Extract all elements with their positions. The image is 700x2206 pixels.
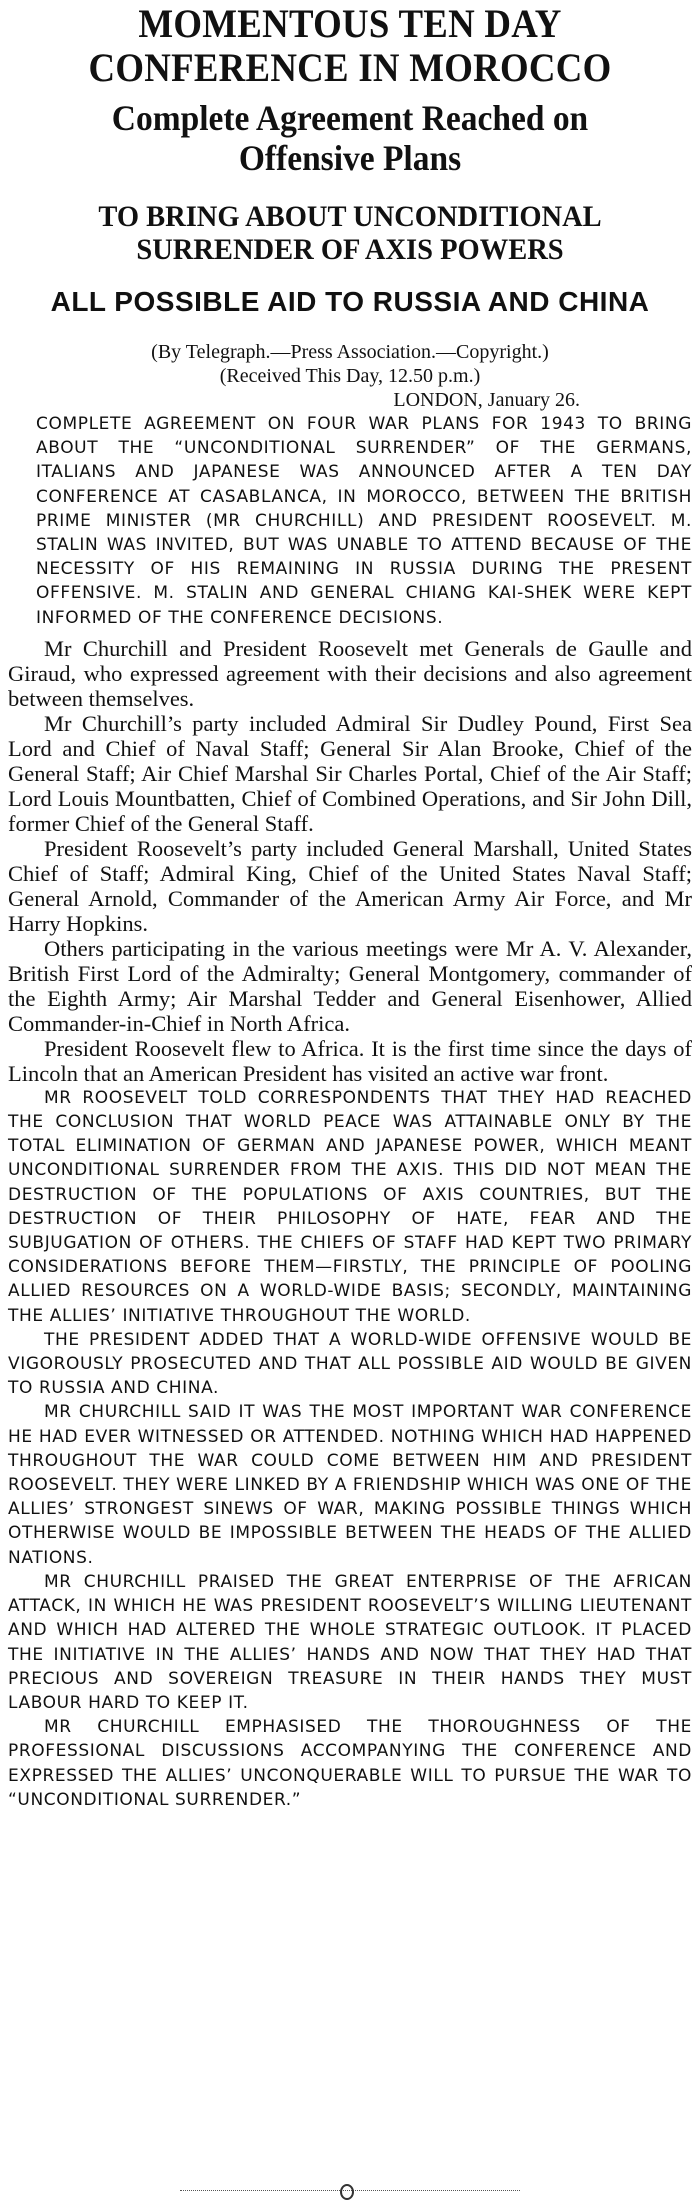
dateline: LONDON, January 26.	[393, 389, 580, 411]
paragraph-de-gaulle: Mr Churchill and President Roosevelt met Generals de Gaulle and Giraud, who expressed agreement with their decisions and also agreement between themselves.	[8, 635, 692, 711]
paragraph-world-offensive: THE PRESIDENT ADDED THAT A WORLD-WIDE OFFENSIVE WOULD BE VIGOROUSLY PROSECUTED AND THAT ALL POSSIBLE AID WOULD BE GIVEN TO RUSSIA AND CHINA.	[8, 1329, 692, 1399]
headline-sub-agreement: Complete Agreement Reached on Offensive Plans	[111, 98, 589, 178]
paragraph-churchill-conference: MR CHURCHILL SAID IT WAS THE MOST IMPORTANT WAR CONFERENCE HE HAD EVER WITNESSED OR ATTENDED. NOTHING WHICH HAD HAPPENED THROUGHOUT THE WAR COULD COME BETWEEN HIM AND PRESIDENT ROOSEVELT. THEY WERE LINKED BY A FRIENDSHIP WHICH WAS ONE OF THE ALLIES’ STRONGEST SINEWS OF WAR, MAKING POSSIBLE THINGS WHICH OTHERWISE WOULD BE IMPOSSIBLE BETWEEN THE HEADS OF THE ALLIED NATIONS.	[8, 1402, 693, 1568]
paragraph-unconditional-surrender: MR CHURCHILL EMPHASISED THE THOROUGHNESS OF THE PROFESSIONAL DISCUSSIONS ACCOMPANYING THE CONFERENCE AND EXPRESSED THE ALLIES’ UNCONQUERABLE WILL TO PURSUE THE WAR TO “UNCONDITIONAL SURRENDER.”	[8, 1717, 692, 1810]
headline-sub-aid: ALL POSSIBLE AID TO RUSSIA AND CHINA	[50, 286, 650, 317]
headline-main: MOMENTOUS TEN DAY CONFERENCE IN MOROCCO	[88, 1, 612, 90]
paragraph-roosevelt-correspondents: MR ROOSEVELT TOLD CORRESPONDENTS THAT THEY HAD REACHED THE CONCLUSION THAT WORLD PEACE WAS ATTAINABLE ONLY BY THE TOTAL ELIMINATION OF GERMAN AND JAPANESE POWER, WHICH MEANT UNCONDITIONAL SURRENDER FROM THE AXIS. THIS DID NOT MEAN THE DESTRUCTION OF THE POPULATIONS OF AXIS COUNTRIES, BUT THE DESTRUCTION OF THEIR PHILOSOPHY OF HATE, FEAR AND THE SUBJUGATION OF OTHERS. THE CHIEFS OF STAFF HAD KEPT TWO PRIMARY CONSIDERATIONS BEFORE THEM—FIRSTLY, THE PRINCIPLE OF POOLING ALLIED RESOURCES ON A WORLD-WIDE BASIS; SECONDLY, MAINTAINING THE ALLIES’ INITIATIVE THROUGHOUT THE WORLD.	[8, 1087, 692, 1326]
closing-ornament	[340, 2184, 354, 2200]
paragraph-participants: Others participating in the various meetings were Mr A. V. Alexander, British First Lord of the Admiralty; General Montgomery, commander of the Eighth Army; Air Marshal Tedder and General Eisenhower, Allied Commander-in-Chief in North Africa.	[8, 935, 692, 1036]
paragraph-roosevelt-party: President Roosevelt’s party included General Marshall, United States Chief of Staff; Admiral King, Chief of the United States Naval Staff; General Arnold, Commander of the American Army Air Force, and Mr Harry Hopkins.	[8, 835, 692, 936]
byline-received: (Received This Day, 12.50 p.m.)	[219, 365, 481, 387]
headline-sub-surrender: TO BRING ABOUT UNCONDITIONAL SURRENDER OF AXIS POWERS	[98, 200, 602, 266]
paragraph-african-attack: MR CHURCHILL PRAISED THE GREAT ENTERPRISE OF THE AFRICAN ATTACK, IN WHICH HE WAS PRESIDENT ROOSEVELT’S WILLING LIEUTENANT AND WHICH HAD ALTERED THE WHOLE STRATEGIC OUTLOOK. IT PLACED THE INITIATIVE IN THE ALLIES’ HANDS AND NOW THAT THEY HAD THAT PRECIOUS AND SOVEREIGN TREASURE IN THEIR HANDS THEY MUST LABOUR HARD TO KEEP IT.	[8, 1571, 692, 1713]
paragraph-lincoln: President Roosevelt flew to Africa. It is the first time since the days of Lincoln that an American President has visited an active war front.	[8, 1035, 692, 1086]
paragraph-churchill-party: Mr Churchill’s party included Admiral Sir Dudley Pound, First Sea Lord and Chief of Naval Staff; General Sir Alan Brooke, Chief of the General Staff; Air Chief Marshal Sir Charles Portal, Chief of the Air Staff; Lord Louis Mountbatten, Chief of Combined Operations, and Sir John Dill, former Chief of the General Staff.	[8, 710, 692, 836]
paragraph-lead: COMPLETE AGREEMENT ON FOUR WAR PLANS FOR 1943 TO BRING ABOUT THE “UNCONDITIONAL SURRENDER” OF THE GERMANS, ITALIANS AND JAPANESE WAS ANNOUNCED AFTER A TEN DAY CONFERENCE AT CASABLANCA, IN MOROCCO, BETWEEN THE BRITISH PRIME MINISTER (MR CHURCHILL) AND PRESIDENT ROOSEVELT. M. STALIN WAS INVITED, BUT WAS UNABLE TO ATTEND BECAUSE OF THE NECESSITY OF HIS REMAINING IN RUSSIA DURING THE PRESENT OFFENSIVE. M. STALIN AND GENERAL CHIANG KAI-SHEK WERE KEPT INFORMED OF THE CONFERENCE DECISIONS.	[36, 414, 692, 628]
byline-credit: (By Telegraph.—Press Association.—Copyright.)	[151, 341, 549, 363]
